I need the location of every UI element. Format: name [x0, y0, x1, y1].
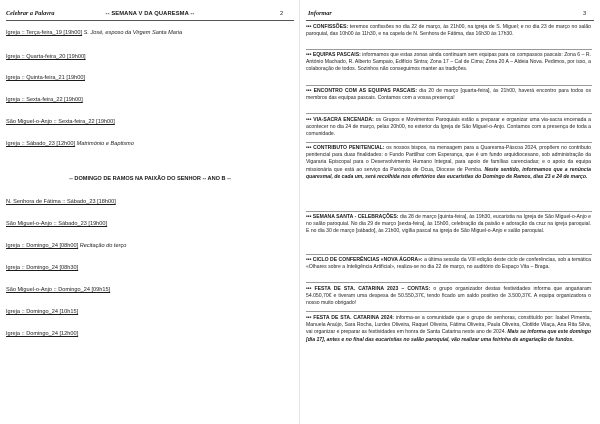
notice-item [306, 88, 591, 102]
mass-entry [6, 96, 83, 104]
divider [306, 113, 592, 114]
mass-note: S. José, esposo da Virgem Santa Maria [83, 30, 183, 36]
mass-place: Igreja :: Quinta-feira_21 [19h00] [6, 75, 85, 81]
mass-place: São Miguel-o-Anjo :: Domingo_24 [09h15] [6, 287, 111, 293]
divider [306, 49, 592, 50]
notice-title: ••• SEMANA SANTA - CELEBRAÇÕES: [306, 214, 399, 220]
notice-body: os Grupos e Movimentos Paroquiais estão a preparar e organizar uma via-sacra encenada a acontecer no dia 24 de março, pelas 20h00, no exterior da Igreja de São Miguel-o-Anjo. Contamos com a presença de toda a comunidade. [306, 117, 591, 138]
notice-body: dia 28 de março [quinta-feira], às 19h30, eucaristia na Igreja de São Miguel-o-Anjo e no salão paroquial. No dia 29 de março [sexta-feira], às 15h00, celebração da paixão e adoração da cruz na igreja paroquial. E no dia 30 de março [sábado], às 21h00, vigília pascal na igreja de São Miguel-o-Anjo e salão paroquial. [306, 214, 591, 235]
notice-title: ••• CONTRIBUTO PENITENCIAL: [306, 145, 385, 151]
mass-entry [6, 118, 115, 126]
mass-place: Igreja :: Domingo_24 [12h00] [6, 331, 79, 337]
mass-place: N. Senhora de Fátima :: Sábado_23 [18h00] [6, 199, 116, 205]
mass-entry [6, 29, 182, 37]
mass-place: Igreja :: Terça-feira_19 [19h00] [6, 30, 83, 36]
notice-title: ••• FESTA DE STA. CATARINA 2023 – CONTAS: [306, 286, 431, 292]
divider [306, 254, 592, 255]
notice-emphasis: Neste sentido, informamos que a renúncia quaresmal, de cada um, será recolhida nos ofertórios das eucaristias do Domingo de Ramos, dias 23 e 24 de março. [306, 166, 591, 180]
mass-place: Igreja :: Sábado_23 [12h00] [6, 141, 76, 147]
notice-body: os nossos bispos, na mensagem para a Quaresma-Páscoa 2024, propõem no contributo penitencial para duas finalidades: o Fundo Partilhar com Esperança, que é um fundo arquidiocesano, sob administração da Vigararia Episcopal para o Desenvolvimento Humano Integral, para apoio de famílias carenciadas; e o apoio da equipa missionária que está ao serviço da Paróquia de Ocua, Diocese de Pemba. [306, 145, 592, 173]
notice-item [306, 145, 591, 181]
notice-title: ••• EQUIPAS PASCAIS: [306, 52, 361, 58]
notice-item [306, 315, 591, 344]
section-brand: Informar [308, 10, 332, 17]
mass-place: Igreja :: Domingo_24 [08h30] [6, 265, 79, 271]
notice-body: informa-se a comunidade que o grupo de senhoras, constituído por: Isabel Pimenta, Manuela Araújo, Sara Rocha, Lurdes Oliveira, Raquel Oliveira, Fátima Oliveira, Paula Oliveira, Clotilde Vilaça, Ana Rita Silva, vai organizar e preparar as festividades em honra de Santa Catarina neste ano de 2024. [306, 315, 591, 336]
mass-place: Igreja :: Quarta-feira_20 [19h00] [6, 54, 86, 60]
divider [306, 85, 592, 86]
mass-entry [6, 74, 85, 82]
mass-entry [6, 242, 126, 250]
notice-title: ••• FESTA DE STA. CATARINA 2024: [306, 315, 394, 321]
mass-entry [6, 140, 134, 148]
divider [306, 142, 592, 143]
mass-entry [6, 220, 107, 228]
notice-title: ••• ENCONTRO COM AS EQUIPAS PASCAIS: [306, 88, 418, 94]
notice-body: dia 20 de março [quarta-feira], às 21h00, haverá encontro para todos os membros das equipas pascais. Contamos com a vossa presença! [306, 88, 591, 102]
notice-item [306, 24, 591, 38]
mass-entry [6, 308, 78, 316]
mass-place: São Miguel-o-Anjo :: Sábado_23 [19h00] [6, 221, 108, 227]
notice-body: o grupo organizador destas festividades informa que angariaram 54.050,70€ e tiveram uma despesa de 50.550,37€, tendo ficado um saldo positivo de 3.500,37€. A equipa organizadora o nosso muito obrigado! [306, 286, 592, 307]
notice-item [306, 117, 591, 139]
notice-body: a última sessão da VIII edição deste ciclo de conferências, sob a temática «Olhares sobre a Inteligência Artificial», realiza-se no dia 22 de março, no auditório do Espaço Vita – Braga. [306, 257, 591, 271]
brand-title: Celebrar a Palavra [6, 10, 55, 17]
page-number: 2 [280, 11, 284, 17]
notice-title: ••• VIA-SACRA ENCENADA: [306, 117, 374, 123]
header-rule [306, 20, 594, 21]
mass-entry [6, 330, 78, 338]
divider [306, 311, 592, 312]
right-page [300, 0, 600, 424]
sunday-section-title: -- DOMINGO DE RAMOS NA PAIXÃO DO SENHOR -- ANO B -- [69, 176, 231, 182]
mass-place: Igreja :: Sexta-feira_22 [19h00] [6, 97, 83, 103]
notice-item [306, 214, 591, 236]
week-title: -- SEMANA V DA QUARESMA -- [105, 11, 195, 17]
divider [306, 211, 592, 212]
mass-note: Matrimónio e Baptismo [76, 141, 134, 147]
mass-note: Recitação do terço [79, 243, 127, 249]
notice-item [306, 257, 591, 271]
notice-item [306, 286, 591, 308]
mass-entry [6, 198, 116, 206]
notice-body: teremos confissões no dia 22 de março, às 21h00, na igreja de S. Miguel; e no dia 23 de março no salão paroquial, das 10h00 às 11h30, e na capela de N. Senhora de Fátima, das 16h30 às 17h30. [306, 24, 592, 38]
mass-place: Igreja :: Domingo_24 [10h15] [6, 309, 79, 315]
notice-title: ••• CONFISSÕES: [306, 24, 349, 30]
mass-place: São Miguel-o-Anjo :: Sexta-feira_22 [19h00] [6, 119, 115, 125]
notice-title: ••• CICLO DE CONFERÊNCIAS «NOVA ÁGORA»: [306, 257, 423, 263]
mass-entry [6, 264, 78, 272]
notice-body: informamos que estas zonas ainda continuam sem equipas para os compassos pascais: Zona 6 – R. António Machado, R. Alberto Sampaio, Edifício Sintra; Zona 17 – Cal de Cima; Zona 20 A – Aldeia Nova. Pedimos, por isso, a colaboração de todos. Sozinhos não conseguimos manter as tradições. [306, 52, 591, 73]
notice-item [306, 52, 591, 74]
mass-entry [6, 53, 86, 61]
mass-place: Igreja :: Domingo_24 [08h00] [6, 243, 79, 249]
header-rule [6, 20, 294, 21]
notice-emphasis: Mais se informa que este domingo [dia 17], antes e no final das eucaristias no salão paroquial, vão realizar uma feirinha de angariação de fundos. [306, 329, 591, 343]
mass-entry [6, 286, 110, 294]
divider [306, 282, 592, 283]
page-number: 3 [583, 11, 587, 17]
